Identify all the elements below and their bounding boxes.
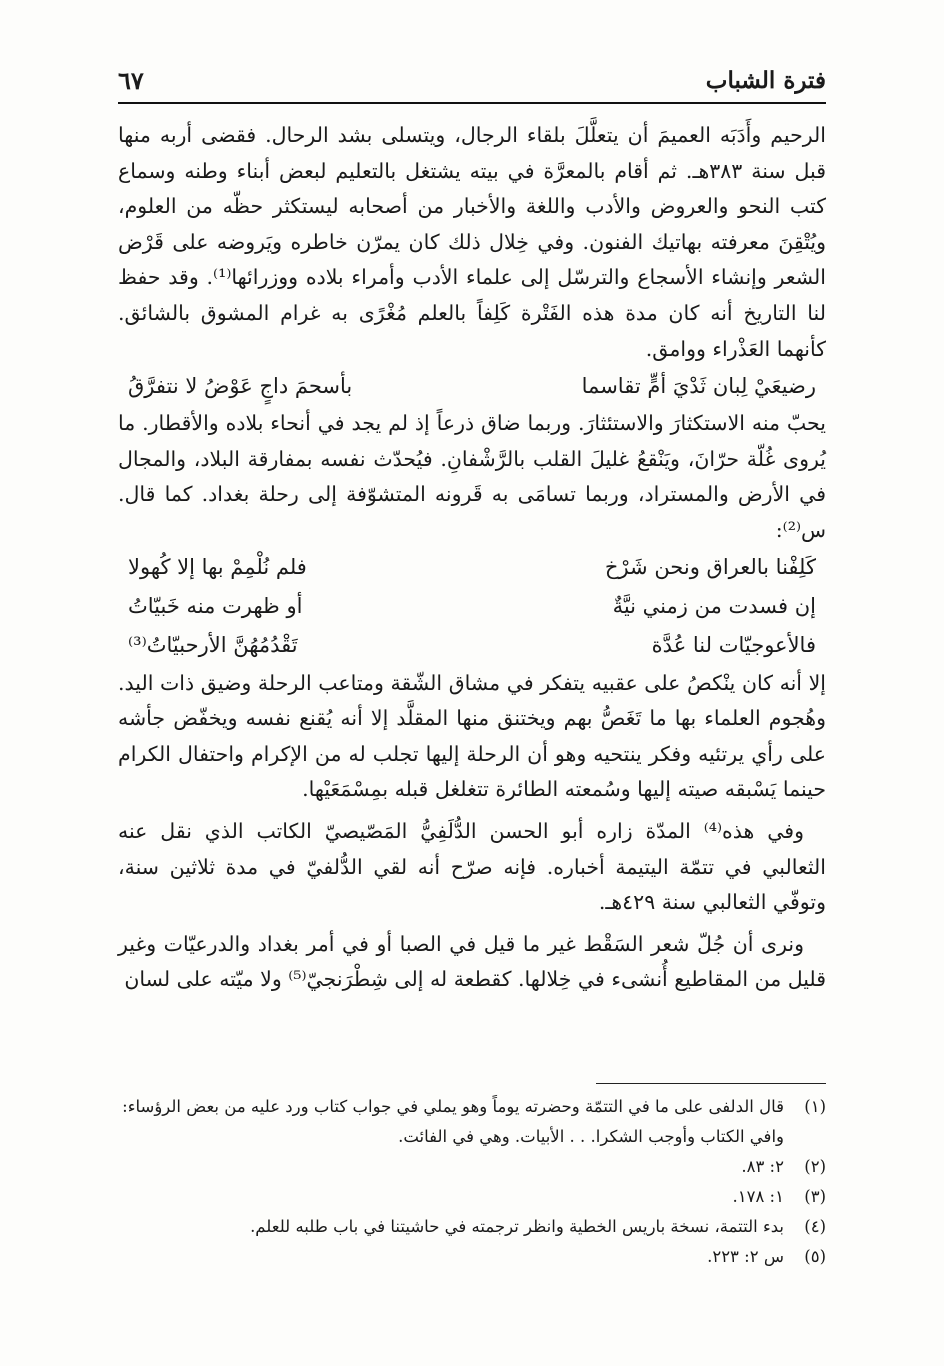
- verse-hemistich-second: تَقْدُمُهُنَّ الأرحبيّاتُ⁽³⁾: [128, 633, 298, 658]
- footnote-text: قال الدلفى على ما في التتمّة وحضرته يوماً وهو يملي في جواب كتاب ورد عليه من بعض الرؤساء: وافي الكتاب وأوجب الشكرا. . . الأبيات. وهي في الفائت.: [122, 1097, 784, 1146]
- footnote-number: (٥): [804, 1247, 826, 1266]
- verse-hemistich-second: أو ظهرت منه خَبيّاتُ: [128, 594, 303, 619]
- footnote-4: [118, 1212, 826, 1242]
- verse-line-2: [118, 549, 826, 588]
- paragraph-5: ونرى أن جُلّ شعر السَقْط غير ما قيل في الصبا أو في أمر بغداد والدرعيّات وغير قليل من المقاطيع أُنشىء في خِلالها. كقطعة له إلى شِطْرَنجيّ⁽⁵⁾ ولا ميّته على لسان: [118, 931, 826, 992]
- footnote-text: ٢: ٨٣.: [741, 1157, 784, 1176]
- footnote-number: (٢): [804, 1157, 826, 1176]
- footnote-5: [118, 1242, 826, 1272]
- paragraph-2: يحبّ منه الاستكثارَ والاستئثارَ. وربما ضاق ذرعاً إذ لم يجد في أنحاء بلاده والأقطار. ما يُروى غُلّة حرّانَ، ويَنْقعُ غليلَ القلب بالرَّشْفانِ. فيُحدّث نفسه بمفارقة البلاد، والمجال في الأرض والمستراد، وربما تسامَى به قَرونه المتشوّفة إلى رحلة بغداد. كما قال. س⁽²⁾:: [118, 411, 826, 542]
- footnote-text: بدء التتمة، نسخة باريس الخطية وانظر ترجمته في حاشيتنا في باب طلبه للعلم.: [250, 1217, 784, 1236]
- verse-hemistich-first: رضيعَيْ لِبان ثَدْيَ أمٍّ تقاسما: [581, 373, 816, 398]
- running-title: فترة الشباب: [705, 66, 826, 94]
- page-header: [118, 58, 826, 104]
- verse-line-1: [118, 367, 826, 406]
- footnote-separator: [596, 1083, 826, 1084]
- verse-hemistich-first: إن فسدت من زمني نيَّةٌ: [612, 594, 816, 619]
- verse-hemistich-second: فلم نُلْمِمْ بها إلا كُهولا: [128, 555, 307, 580]
- footnote-1: [118, 1092, 826, 1152]
- verse-line-4: [118, 627, 826, 666]
- verse-hemistich-second: بأسحمَ داجٍ عَوْضُ لا نتفرَّقُ: [128, 373, 353, 398]
- verse-line-3: [118, 588, 826, 627]
- paragraph-1: الرحيم وأَدَبَه العميمَ أن يتعلَّلَ بلقاء الرجال، ويتسلى بشد الرحال. فقضى أربه منها قبل سنة ٣٨٣هـ. ثم أقام بالمعرَّة في بيته يشتغل بالتعليم لبعض أبناء وطنه وسماع كتب النحو والعروض والأدب واللغة والأخبار من أصحابه ليستكثر حظّه من العلوم، ويُتْقِنَ معرفته بهاتيك الفنون. وفي خِلال ذلك كان يمرّن خاطره ويَروضه على قَرْض الشعر وإنشاء الأسجاع والترسّل إلى علماء الأدب وأمراء بلاده ووزرائها⁽¹⁾. وقد حفظ لنا التاريخ أنه كان مدة هذه الفَتْرة كَلِفاً بالعلم مُغْرًى به غرام المشوق بالشائق. كأنهما العَذْراء ووامق.: [118, 123, 826, 361]
- footnote-number: (٣): [804, 1187, 826, 1206]
- footnotes: [118, 1092, 826, 1272]
- body-text: [118, 118, 826, 998]
- footnote-number: (٤): [804, 1217, 826, 1236]
- verse-hemistich-first: فالأعوجيّات لنا عُدَّة: [651, 633, 816, 658]
- footnote-number: (١): [804, 1097, 826, 1116]
- page-number: ٦٧: [118, 65, 144, 95]
- footnote-2: [118, 1152, 826, 1182]
- footnote-text: س ٢: ٢٢٣.: [707, 1247, 784, 1266]
- verse-hemistich-first: كَلِفْنا بالعراق ونحن شَرْخ: [604, 555, 816, 580]
- paragraph-3: إلا أنه كان ينْكصُ على عقبيه يتفكر في مشاق الشّقة ومتاعب الرحلة وضيق ذات اليد. وهُجوم العلماء بها ما تَغَصُّ بهم ويختنق منها المقلَّد إلا أنه يُقنع نفسه ويخفّض جأشه على رأي يرتئيه وفكر ينتحيه وهو أن الرحلة إليها تجلب له من الإكرام واحتفال الكرام حينما يَسْبقه صيته إليها وسُمعته الطائرة تتغلغل قبله بمِسْمَعَيْها.: [118, 670, 826, 802]
- paragraph-4: وفي هذه⁽⁴⁾ المدّة زاره أبو الحسن الدُّلَفِيُّ المَصّيصيّ الكاتب الذي نقل عنه الثعالبي في تتمّة اليتيمة أخباره. فإنه صرّح أنه لقي الدُّلفيّ في مدة ثلاثين سنة، وتوفّي الثعالبي سنة ٤٢٩هـ.: [118, 818, 826, 915]
- footnote-3: [118, 1182, 826, 1212]
- footnote-text: ١: ١٧٨.: [732, 1187, 784, 1206]
